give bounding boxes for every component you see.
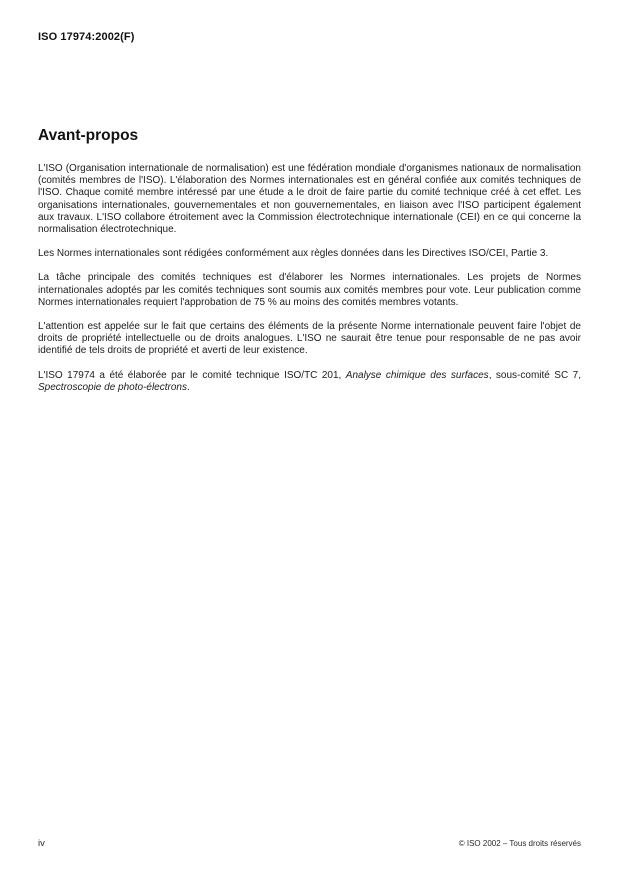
page-footer <box>38 838 581 849</box>
page-number: iv <box>38 838 45 849</box>
attribution-text-lead: L'ISO 17974 a été élaborée par le comité technique ISO/TC 201, <box>38 369 346 381</box>
paragraph-patent-notice: L'attention est appelée sur le fait que certains des éléments de la présente Norme internationale peuvent faire l'objet de droits de propriété intellectuelle ou de droits analogues. L'ISO ne saurait être tenue pour responsable de ne pas avoir identifié de tels droits de propriété et averti de leur existence. <box>38 321 581 357</box>
subcommittee-name-italic: Spectroscopie de photo-électrons <box>38 381 187 393</box>
page-content <box>38 0 581 406</box>
paragraph-directives: Les Normes internationales sont rédigées conformément aux règles données dans les Directives ISO/CEI, Partie 3. <box>38 248 549 260</box>
attribution-text-end: . <box>186 381 190 393</box>
section-title: Avant-propos <box>38 127 139 144</box>
attribution-text-mid: , sous-comité SC 7, <box>488 369 581 381</box>
page-header <box>38 0 581 43</box>
paragraph-iso-federation: L'ISO (Organisation internationale de normalisation) est une fédération mondiale d'organismes nationaux de normalisation (comités membres de l'ISO). L'élaboration des Normes internationales est en général confiée aux comités techniques de l'ISO. Chaque comité membre intéressé par une étude a le droit de faire partie du comité technique créé à cet effet. Les organisations internationales, gouvernementales et non gouvernementales, en liaison avec l'ISO participent également aux travaux. L'ISO collabore étroitement avec la Commission électrotechnique internationale (CEI) en ce qui concerne la normalisation électrotechnique. <box>38 163 581 236</box>
paragraph-committee-task: La tâche principale des comités techniques est d'élaborer les Normes internationales. Les projets de Normes internationales adoptés par les comités techniques sont soumis aux comités membres pour vote. Leur publication comme Normes internationales requiert l'approbation de 75 % au moins des comités membres votants. <box>38 272 581 308</box>
foreword-body <box>38 163 581 394</box>
document-reference: ISO 17974:2002(F) <box>38 31 135 43</box>
committee-name-italic: Analyse chimique des surfaces <box>345 369 489 381</box>
paragraph-committee-attribution <box>38 370 581 394</box>
copyright-notice: © ISO 2002 – Tous droits réservés <box>458 839 581 848</box>
